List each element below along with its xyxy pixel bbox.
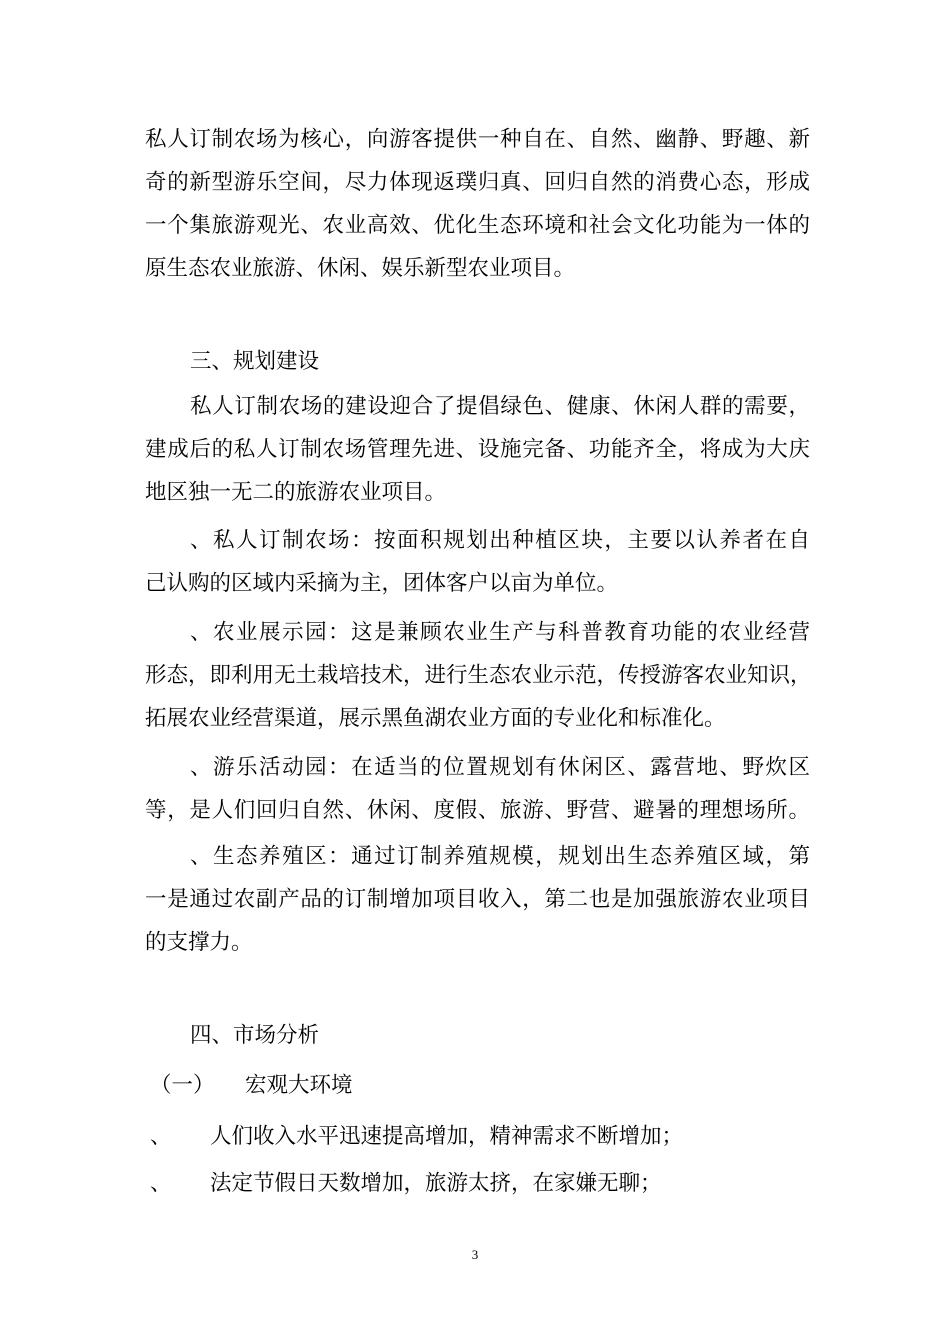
subheading-text: 宏观大环境 bbox=[245, 1073, 353, 1098]
item-2-line-2: 形态，即利用无土栽培技术，进行生态农业示范，传授游客农业知识， bbox=[145, 663, 812, 688]
item-1-line-1: 、私人订制农场：按面积规划出种植区块，主要以认养者在自 bbox=[190, 528, 810, 553]
section-3-intro-line-3: 地区独一无二的旅游农业项目。 bbox=[145, 480, 447, 505]
section-3-intro-line-2: 建成后的私人订制农场管理先进、设施完备、功能齐全，将成为大庆 bbox=[145, 437, 810, 462]
item-4-line-3: 的支撑力。 bbox=[145, 930, 253, 955]
bullet-1-text: 人们收入水平迅速提高增加，精神需求不断增加； bbox=[210, 1124, 684, 1149]
bullet-1-marker: 、 bbox=[150, 1124, 172, 1149]
item-4-line-1: 、生态养殖区：通过订制养殖规模，规划出生态养殖区域，第 bbox=[190, 844, 810, 869]
section-4-heading: 四、市场分析 bbox=[190, 1023, 320, 1048]
intro-line-3: 一个集旅游观光、农业高效、优化生态环境和社会文化功能为一体的 bbox=[145, 213, 810, 238]
item-2-line-3: 拓展农业经营渠道，展示黑鱼湖农业方面的专业化和标准化。 bbox=[145, 706, 726, 731]
intro-line-2: 奇的新型游乐空间，尽力体现返璞归真、回归自然的消费心态，形成 bbox=[145, 170, 810, 195]
section-3-heading: 三、规划建设 bbox=[190, 349, 320, 374]
subheading-marker: （一） bbox=[150, 1073, 215, 1098]
section-3-intro-line-1: 私人订制农场的建设迎合了提倡绿色、健康、休闲人群的需要， bbox=[190, 394, 810, 419]
page-number: 3 bbox=[471, 1247, 479, 1262]
item-3-line-1: 、游乐活动园：在适当的位置规划有休闲区、露营地、野炊区 bbox=[190, 755, 810, 780]
bullet-2-marker: 、 bbox=[150, 1171, 172, 1196]
item-2-line-1: 、农业展示园：这是兼顾农业生产与科普教育功能的农业经营 bbox=[190, 620, 810, 645]
intro-line-1: 私人订制农场为核心，向游客提供一种自在、自然、幽静、野趣、新 bbox=[145, 127, 810, 152]
item-3-line-2: 等，是人们回归自然、休闲、度假、旅游、野营、避暑的理想场所。 bbox=[145, 798, 810, 823]
bullet-2-text: 法定节假日天数增加，旅游太挤，在家嫌无聊； bbox=[210, 1171, 662, 1196]
item-4-line-2: 一是通过农副产品的订制增加项目收入，第二也是加强旅游农业项目 bbox=[145, 887, 810, 912]
intro-line-4: 原生态农业旅游、休闲、娱乐新型农业项目。 bbox=[145, 256, 576, 281]
item-1-line-2: 己认购的区域内采摘为主，团体客户以亩为单位。 bbox=[145, 571, 619, 596]
